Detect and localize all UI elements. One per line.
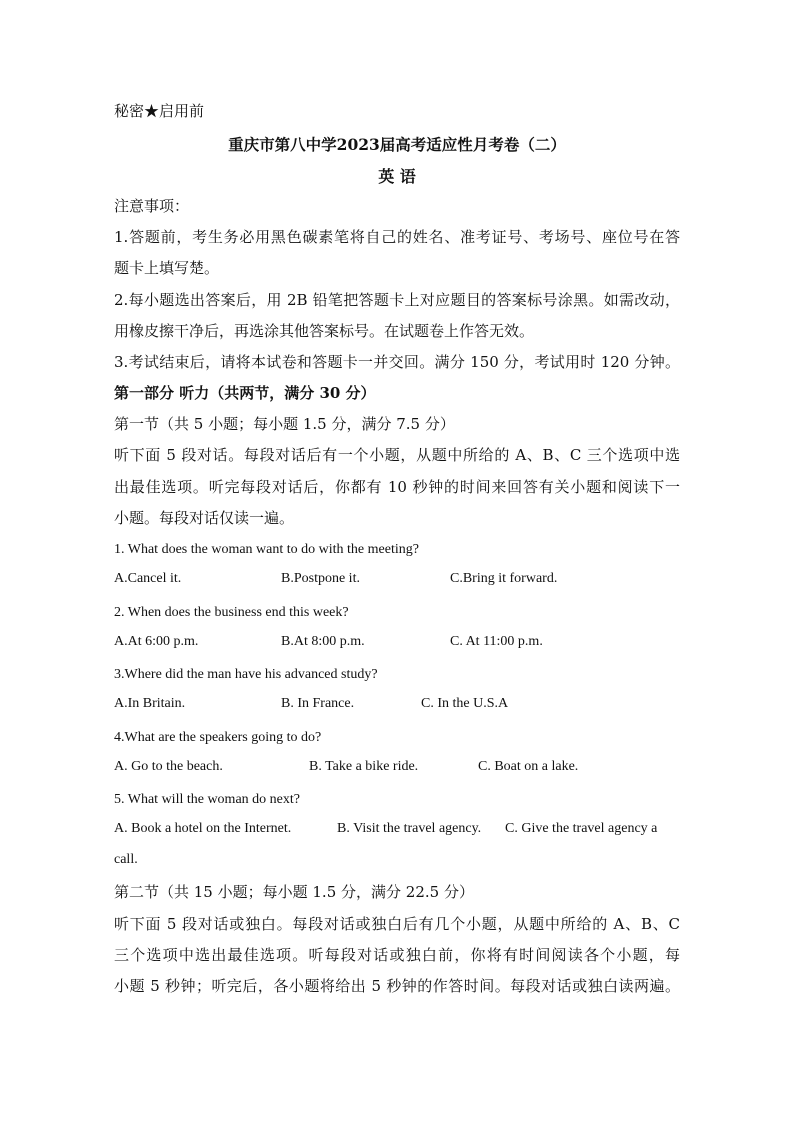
question-4-option-b: B. Take a bike ride. (309, 759, 419, 774)
question-2-option-a: A.At 6:00 p.m. (114, 634, 199, 649)
question-5-option-a: A. Book a hotel on the Internet. (114, 821, 292, 836)
question-1-text: 1. What does the woman want to do with the meeting? (114, 542, 419, 557)
question-5-text: 5. What will the woman do next? (114, 792, 300, 807)
question-4-text: 4.What are the speakers going to do? (114, 730, 322, 745)
part1-heading: 第一部分 听力（共两节，满分 30 分） (114, 384, 376, 402)
notice-item-1-line-1: 1.答题前，考生务必用黑色碳素笔将自己的姓名、准考证号、考场号、座位号在答 (114, 228, 680, 246)
question-1-option-a: A.Cancel it. (114, 571, 182, 586)
exam-title: 重庆市第八中学2023届高考适应性月考卷（二） (228, 135, 566, 154)
question-2-option-b: B.At 8:00 p.m. (281, 634, 365, 649)
notice-item-1-line-2: 题卡上填写楚。 (114, 259, 220, 277)
notice-item-3-line-1: 3.考试结束后，请将本试卷和答题卡一并交回。满分 150 分，考试用时 120 分钟。 (114, 353, 680, 371)
question-5-option-c: C. Give the travel agency a (505, 821, 658, 836)
question-1-option-b: B.Postpone it. (281, 571, 360, 586)
question-3-option-c: C. In the U.S.A (421, 696, 509, 711)
section2-instruction-line-2: 三个选项中选出最佳选项。听每段对话或独白前，你将有时间阅读各个小题，每 (114, 946, 680, 964)
notice-item-2-line-2: 用橡皮擦干净后，再选涂其他答案标号。在试题卷上作答无效。 (114, 322, 535, 340)
section1-instruction-line-1: 听下面 5 段对话。每段对话后有一个小题，从题中所给的 A、B、C 三个选项中选 (114, 446, 680, 464)
question-3-option-b: B. In France. (281, 696, 355, 711)
question-3-text: 3.Where did the man have his advanced study? (114, 667, 378, 682)
section1-instruction-line-2: 出最佳选项。听完每段对话后，你都有 10 秒钟的时间来回答有关小题和阅读下一 (114, 478, 680, 496)
question-2-option-c: C. At 11:00 p.m. (450, 634, 543, 649)
section2-instruction-line-3: 小题 5 秒钟；听完后，各小题将给出 5 秒钟的作答时间。每段对话或独白读两遍。 (114, 977, 680, 995)
question-4-option-c: C. Boat on a lake. (478, 759, 579, 774)
question-5-option-b: B. Visit the travel agency. (337, 821, 482, 836)
section1-instruction-line-3: 小题。每段对话仅读一遍。 (114, 509, 295, 527)
section2-heading: 第二节（共 15 小题；每小题 1.5 分，满分 22.5 分） (114, 883, 474, 901)
section1-heading: 第一节（共 5 小题；每小题 1.5 分，满分 7.5 分） (114, 415, 455, 433)
confidential-label: 秘密★启用前 (114, 102, 205, 120)
notice-heading: 注意事项： (114, 197, 190, 215)
section2-instruction-line-1: 听下面 5 段对话或独白。每段对话或独白后有几个小题，从题中所给的 A、B、C (114, 915, 680, 933)
question-1-option-c: C.Bring it forward. (450, 571, 558, 586)
notice-item-2-line-1: 2.每小题选出答案后，用 2B 铅笔把答题卡上对应题目的答案标号涂黑。如需改动， (114, 291, 680, 309)
subject-title: 英 语 (378, 167, 416, 186)
question-4-option-a: A. Go to the beach. (114, 759, 223, 774)
question-2-text: 2. When does the business end this week? (114, 605, 349, 620)
question-5-option-c-continued: call. (114, 852, 138, 867)
question-3-option-a: A.In Britain. (114, 696, 186, 711)
